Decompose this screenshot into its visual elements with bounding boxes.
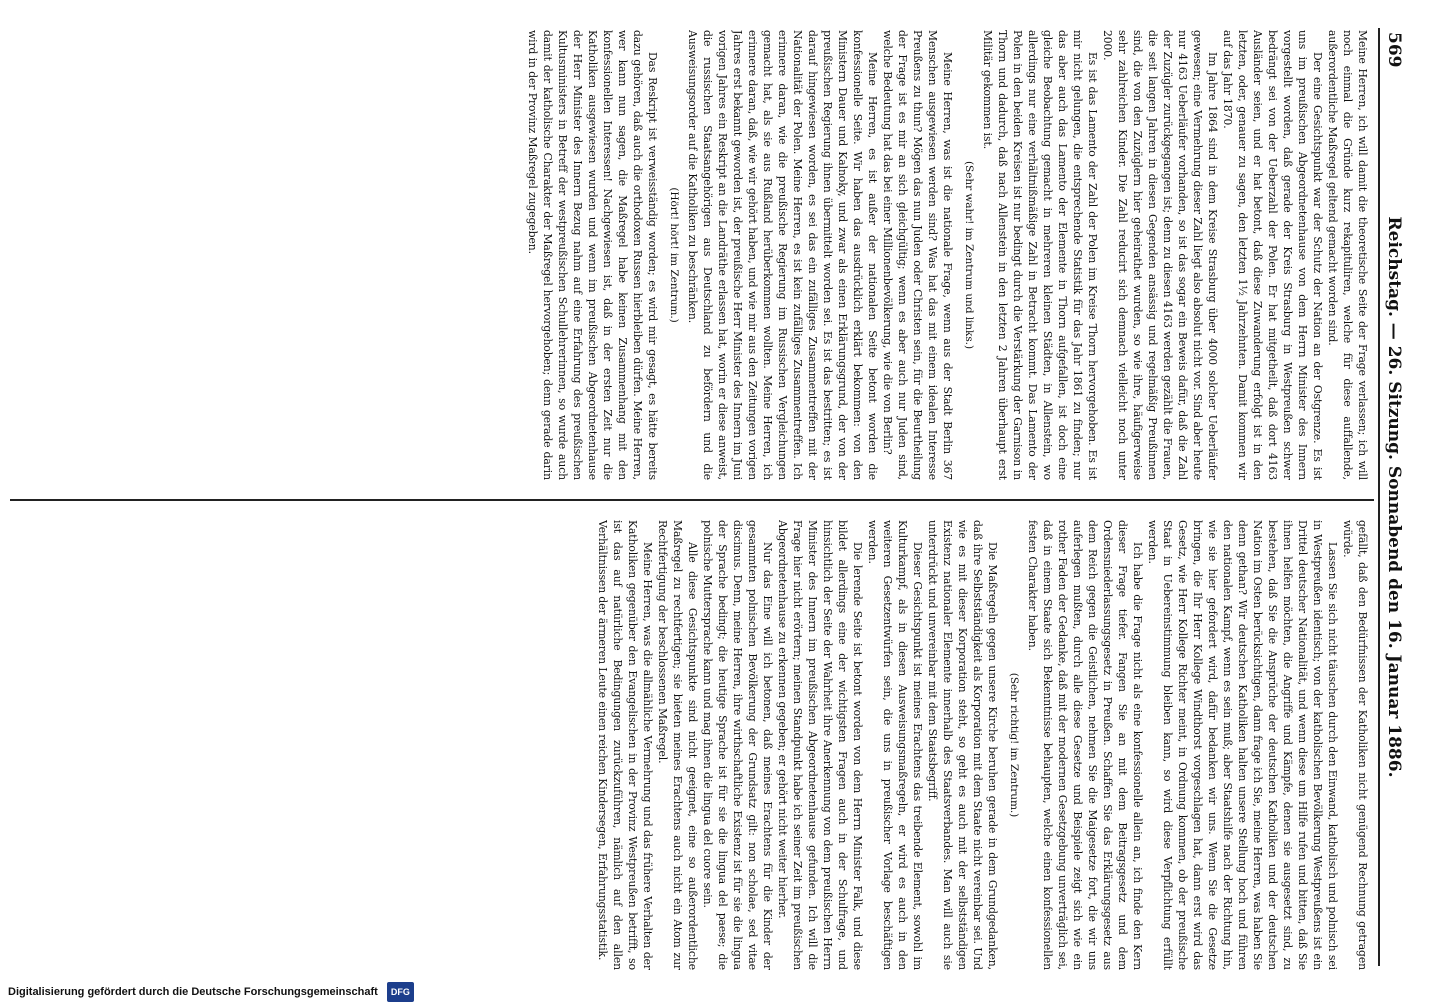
paragraph: Der eine Gesichtspunkt war der Schutz der Nation an der Ostgrenze. Es ist uns im preußischen Abgeordnetenhause von dem Herrn Minister des Innern vorgestellt worden, daß gerade der Kreis Strasburg in Westpreußen schwer bedrängt sei von der Ueberzahl der Polen. Er hat mitgetheilt, daß dort 4163 Ausländer seien, und er hat betont, daß diese Zuwanderung erfolgt ist in den letzten, oder, genauer zu sagen, den letzten 1½ Jahrzehnten. Damit kommen wir auf das Jahr 1870. bbox=[1221, 30, 1324, 480]
column-divider bbox=[10, 499, 1374, 501]
first-column bbox=[90, 520, 1370, 970]
paragraph: Im Jahre 1864 sind in dem Kreise Strasburg über 4000 solcher Ueberläufer gewesen; eine Vermehrung dieser Zahl liegt also absolut nicht vor. Sind aber heute nur 4163 Ueberläufer vorhanden, so ist das sogar ein Beweis dafür, daß die Zahl der Zuzügler zurückgegangen ist; denn zu diesen 4163 werden gezählt die Frauen, die seit langen Jahren in diesen Gegenden ansässig und regelmäßig Preußinnen sind, die von den Zuzüglern hier geheirathet wurden, so wie ihre, häufigerweise sehr zahlreichen Kinder. Die Zahl reducirt sich demnach vielleicht noch unter 2000. bbox=[1101, 30, 1219, 480]
paragraph: Es ist das Lamento der Zahl der Polen im Kreise Thorn hervorgehoben. Es ist mir nicht gelungen, die entsprechende Statistik für das Jahr 1861 zu finden; nur das aber auch das Lamento der Elemente in Thorn aufgefallen, ist doch eine gleiche Beobachtung gemacht in mehreren kleinen Städten, in Allenstein, wo allerdings nur eine verhältnißmäßige Zahl in Betracht kommt. Das Lamento der Polen in den beiden Kreisen ist nur bedingt durch die Verstärkung der Garnison in Thorn und dadurch, daß nach Allenstein in den letzten 2 Jahren überhaupt erst Militär gekommen ist. bbox=[981, 30, 1099, 480]
page-header bbox=[1378, 28, 1406, 966]
paragraph: Meine Herren, ich will damit die theoretische Seite der Frage verlassen; ich will noch einmal die Gründe kurz rekapituliren, welche für diese auffallende, außerordentliche Maßregel geltend gemacht worden sind. bbox=[1326, 30, 1369, 480]
paragraph: Alle diese Gesichtspunkte sind nicht geeignet, eine so außerordentliche Maßregel zu rechtfertigen; sie bieten meines Erachtens auch nicht ein Atom zur Rechtfertigung der beschlossenen Maßregel. bbox=[656, 520, 699, 970]
paragraph: Meine Herren, was die allmähliche Vermehrung und das frühere Verhalten der Katholiken gegenüber den Evangelischen in der Provinz Westpreußen betrifft, so ist das auf natürliche Bedingungen zurückzuführen, nämlich auf den allen Verhältnissen der ärmeren Leute einen reichen Kindersegen, Erfahrungsstatistik. bbox=[596, 520, 654, 970]
interjection-note: (Hört! hört! im Zentrum.) bbox=[668, 187, 680, 323]
paragraph: Ich habe die Frage nicht als eine konfessionelle allein an, ich finde den Kern dieser Frage tiefer. Fangen Sie an mit dem Beitragsgesetz und dem Ordensniederlassungsgesetz in Preußen. Schaffen Sie das Erklärungsgesetz aus dem Reich gegen die Geistlichen, nehmen Sie die Maigesetze fort, die wir uns auferlegen mußten, durch alle diese Gesetze und Beispiele zeigt sich wie ein rother Faden der Gedanke, daß mit der modernen Gesetzgebung unverträglich sei, daß in einem Staate sich Bekenntnisse behaupten, welche einen konfessionellen festen Charakter haben. bbox=[1026, 520, 1144, 970]
paragraph: Meine Herren, es ist außer der nationalen Seite betont worden die konfessionelle Seite. Wir haben das ausdrücklich erklärt bekommen: von den Ministern Dauer und Kalnoky, und zwar als einen Erklärungsgrund, der von der preußischen Regierung ihnen übermittelt worden sei. Es ist das bestritten; es ist darauf hingewiesen worden, es sei das ein zufälliges Zusammentreffen mit der Nationalität der Polen. Meine Herren, es ist kein zufälliges Zusammentreffen. Ich erinnere daran, wie die preußische Regierung im Russischen Vergleichungen gemacht hat, als sie aus Rußland herüberkommen wollten. Meine Herren, ich erinnere daran, daß, wie wir gehört haben, und wie mir aus den Zeitungen vorigen Jahres erst bekannt geworden ist, der preußische Herr Minister des Innern im Juni vorigen Jahres ein Reskript an die Landräthe erlassen hat, worin er diese anweist, die russischen Staatsangehörigen aus Deutschland zu befördern und die Ausweisungsorder auf die Katholiken zu beschränken. bbox=[686, 30, 879, 480]
header-title: Reichstag. — 26. Sitzung. Sonnabend den 16. Januar 1886. bbox=[1384, 216, 1404, 778]
paragraph: Meine Herren, was ist die nationale Frage, wenn aus der Stadt Berlin 367 Menschen ausgewiesen werden sind? Was hat das mit einem idealen Interesse Preußens zu thun? Mögen das nun Juden oder Christen sein, für die Beurtheilung der Frage ist es mir an sich gleichgültig; wenn es aber auch nur Juden sind, welche Bedeutung hat das bei einer Millionenbevölkerung, wie die von Berlin? bbox=[881, 30, 954, 480]
paragraph: Die Maßregeln gegen unsere Kirche beruhen gerade in dem Grundgedanken, daß ihre Selbstständigkeit als Korporation mit dem Staate nicht vereinbar sei. Und wie es mit dieser Korporation steht, so geht es auch mit der selbstständigen Existenz nationaler Elemente innerhalb des Staatsverbandes. Man will auch sie unterdrückt und unvereinbar mit dem Staatsbegriff. bbox=[926, 520, 999, 970]
digitization-footer bbox=[0, 982, 1432, 1000]
paragraph: Die lerende Seite ist betont worden von dem Herrn Minister Falk, und diese bildet allerdings eine der wichtigsten Fragen auch in der Schulfrage, und hinsichtlich der Seite der Wahrheit ihre Anerkennung von dem preußischen Herrn Minister des Innern im preußischen Abgeordnetenhause gefunden. Ich will die Frage hier nicht erörtern; meinen Standpunkt habe ich seiner Zeit im preußischen Abgeordnetenhause zu erkennen gegeben; er gehört nicht weiter hierher. bbox=[776, 520, 864, 970]
dfg-logo-badge: DFG bbox=[387, 982, 414, 1002]
paragraph: Das Reskript ist verweisständig worden; es wird mir gesagt, es hätte bereits dazu gehören, daß auch die orthodoxen Russen hierbleiben dürfen. Meine Herren, wer kann nun sagen, die Maßregel habe keinen Zusammenhang mit den konfessionellen Interessen! Nachgewiesen ist, daß in der ersten Zeit nur die Katholiken ausgewiesen wurden und wenn im preußischen Abgeordnetenhause der Herr Minister des Innern Bezug nahm auf eine Erfahrung des preußischen Kultusministers in Betreff der westpreußischen Schullehrerinnen, so wurde auch damit der katholische Charakter der Maßregel hervorgehoben; denn gerade darin wird in der Provinz Maßregel zugegeben. bbox=[526, 30, 659, 480]
paragraph: Dieser Gesichtspunkt ist meines Erachtens das treibende Element, sowohl im Kulturkampf, als in diesen Ausweisungsmaßregeln, er wird es auch in den weiteren Gesetzentwürfen sein, die uns in preußischer Vorlage beschäftigen werden. bbox=[866, 520, 924, 970]
second-column bbox=[90, 30, 1370, 480]
page-number: 569 bbox=[1384, 32, 1404, 68]
footer-credit: Digitalisierung gefördert durch die Deutsche Forschungsgemeinschaft bbox=[8, 985, 378, 998]
interjection-note: (Sehr richtig! im Zentrum.) bbox=[1008, 672, 1020, 818]
interjection-note: (Sehr wahr! im Zentrum und links.) bbox=[963, 161, 975, 349]
paragraph: gefällt, daß den Bedürfnissen der Katholiken nicht genügend Rechnung getragen würde. bbox=[1341, 520, 1369, 970]
paragraph: Lassen Sie sich nicht täuschen durch den Einwand, katholisch und polnisch sei in Westpreußen identisch; von der katholischen Bevölkerung Westpreußens ist ein Drittel deutscher Nationalität, und wenn diese um Hilfe rufen und bitten, daß Sie ihnen helfen möchten, die Angriffe und Kämpfe, denen sie ausgesetzt sind, zu bestehen, daß Sie die Ansprüche der deutschen Katholiken und der deutschen Nation im Osten berücksichtigen, dann frage ich Sie, meine Herren, was haben Sie denn gethan? Wir deutschen Katholiken halten unsere Stellung hoch und führen den nationalen Kampf, wenn es sein muß; aber Staatshilfe nach der Richtung hin, wie sie hier gefordert wird, dafür bedanken wir uns. Wenn Sie die Gesetze bringen, die Ihr Herr Kollege Windthorst vorgeschlagen hat, dann erst wird das Gesetz, wie Herr Kollege Richter meint, in Ordnung kommen, ob der preußische Staat in Uebereinstimmung bleiben kann, so wird diese Verpflichtung erfüllt werden. bbox=[1146, 520, 1339, 970]
paragraph: Nur das Eine will ich betonen, daß meines Erachtens für die Kinder der gesammten polnischen Bevölkerung der Grundsatz gilt: non scholae, sed vitae discimus. Denn, meine Herren, ihre wirthschaftliche Existenz ist für sie die lingua der Sprache bedingt; die heutige Sprache ist für sie die lingua del paese; die polnische Muttersprache kann und mag ihnen die lingua del cuore sein. bbox=[701, 520, 774, 970]
